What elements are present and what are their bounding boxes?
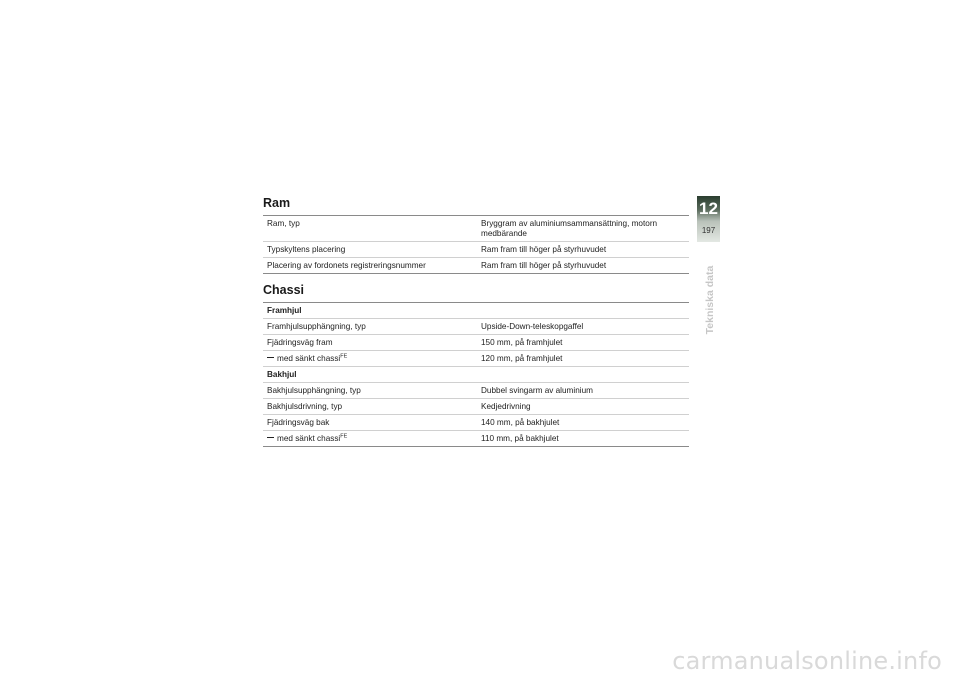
chapter-number: 12	[699, 199, 718, 218]
ram-table	[263, 215, 689, 274]
table-row	[263, 335, 689, 351]
row-label-sub	[263, 351, 477, 367]
section-heading-ram: Ram	[263, 196, 291, 210]
row-label-text: med sänkt chassi	[277, 433, 341, 443]
subheading-bakhjul: Bakhjul	[263, 367, 689, 383]
section-heading-chassi: Chassi	[263, 283, 304, 297]
row-label-text: med sänkt chassi	[277, 353, 341, 363]
table-row	[263, 351, 689, 367]
row-value: Bryggram av aluminiumsammansättning, motorn medbärande	[481, 218, 658, 238]
row-label: Typskyltens placering	[263, 242, 477, 258]
spec-content	[263, 196, 689, 447]
row-label: Fjädringsväg fram	[263, 335, 477, 351]
table-row	[263, 242, 689, 258]
watermark: carmanualsonline.info	[672, 647, 942, 675]
table-subheading-row	[263, 367, 689, 383]
dash-icon	[267, 357, 274, 358]
table-row	[263, 216, 689, 242]
row-value: 110 mm, på bakhjulet	[477, 431, 689, 447]
row-value: Kedjedrivning	[477, 399, 689, 415]
row-value: 150 mm, på framhjulet	[477, 335, 689, 351]
row-value: Dubbel svingarm av aluminium	[477, 383, 689, 399]
footnote-mark: FE	[340, 432, 348, 439]
table-row	[263, 319, 689, 335]
row-label: Bakhjulsdrivning, typ	[263, 399, 477, 415]
page-number: 197	[701, 226, 716, 235]
subheading-framhjul: Framhjul	[267, 305, 302, 315]
row-value: Ram fram till höger på styrhuvudet	[477, 242, 689, 258]
row-label: Ram, typ	[267, 218, 300, 228]
row-value: 140 mm, på bakhjulet	[477, 415, 689, 431]
row-value: Upside-Down-teleskopgaffel	[477, 319, 689, 335]
table-row	[263, 383, 689, 399]
row-value: Ram fram till höger på styrhuvudet	[477, 258, 689, 274]
chassi-table	[263, 302, 689, 447]
row-label: Fjädringsväg bak	[263, 415, 477, 431]
table-row	[263, 431, 689, 447]
table-row	[263, 399, 689, 415]
row-label: Bakhjulsupphängning, typ	[263, 383, 477, 399]
row-label: Placering av fordonets registreringsnummer	[263, 258, 477, 274]
row-label-sub	[263, 431, 477, 447]
footnote-mark: FE	[340, 352, 348, 359]
dash-icon	[267, 437, 274, 438]
chapter-title-vertical: Tekniska data	[704, 265, 716, 335]
table-row	[263, 258, 689, 274]
row-label: Framhjulsupphängning, typ	[263, 319, 477, 335]
table-subheading-row	[263, 303, 689, 319]
row-value: 120 mm, på framhjulet	[477, 351, 689, 367]
table-row	[263, 415, 689, 431]
